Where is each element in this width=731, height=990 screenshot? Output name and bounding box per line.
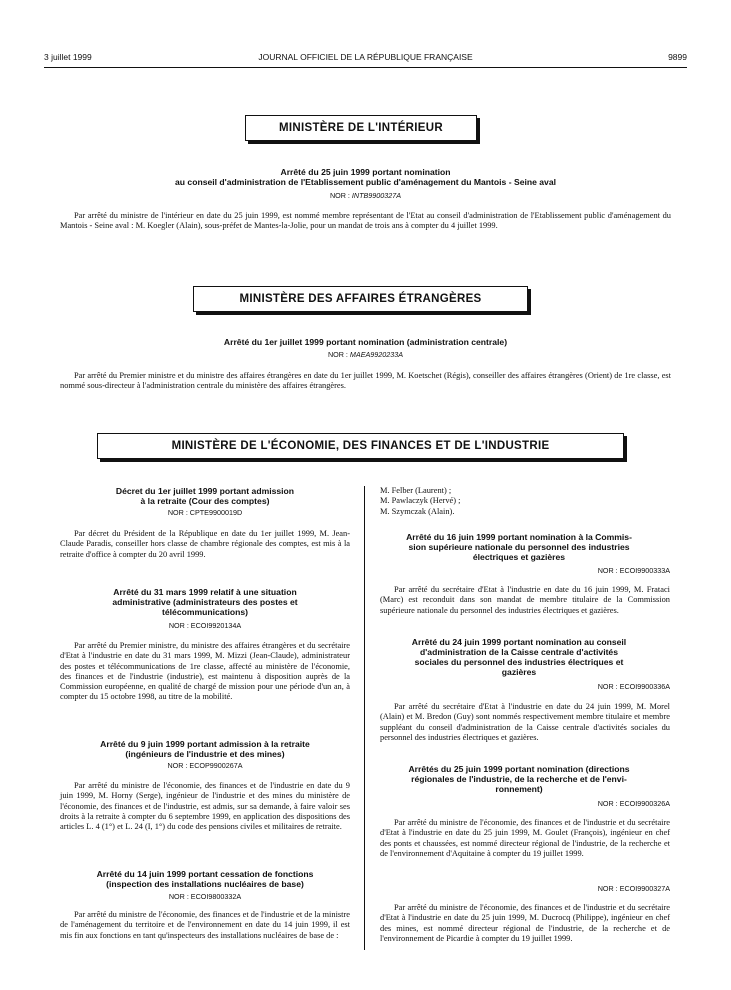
ministry-heading-economie: MINISTÈRE DE L'ÉCONOMIE, DES FINANCES ET DE L'INDUSTRIE [97, 433, 624, 459]
running-header [44, 52, 687, 66]
article-body: Par arrêté du ministre de l'intérieur en date du 25 juin 1999, est nommé membre représentant de l'Etat au conseil d'administration de l'Etablissement public d'aménagement du Mantois - Seine aval : M. Koegler (Alain), sous-préfet de Mantes-la-Jolie, pour un mandat de trois ans à compter du 4 juillet 1999. [60, 211, 671, 231]
nor-reference: NOR : ECOI9800332A [168, 892, 242, 901]
title-line: Arrêté du 24 juin 1999 portant nomination au conseil [411, 637, 627, 647]
article-title [60, 739, 350, 759]
article-title: Arrêté du 1er juillet 1999 portant nomination (administration centrale) [223, 337, 508, 347]
article-title [368, 764, 670, 794]
title-line: Arrêtés du 25 juin 1999 portant nomination (directions [408, 764, 630, 774]
nor-reference [60, 350, 671, 359]
ministry-heading-affaires-etrangeres: MINISTÈRE DES AFFAIRES ÉTRANGÈRES [193, 286, 528, 312]
title-line: gazières [501, 667, 537, 677]
nor-reference: NOR : ECOP9900267A [167, 761, 243, 770]
title-line: sion supérieure nationale du personnel des industries [408, 542, 630, 552]
title-line: Arrêté du 31 mars 1999 relatif à une situation [113, 587, 297, 597]
nor-reference: NOR : ECOI9920134A [168, 621, 242, 630]
article-body: Par arrêté du ministre de l'économie, des finances et de l'industrie en date du 9 juin 1999, M. Horny (Serge), ingénieur de l'industrie et des mines du ministère de l'économie, des finances et de l'industrie, est admis, sur sa demande, à faire valoir ses droits à la retraite à compter du 6 septembre 1999, en application des dispositions des articles L. 4 (1°) et L. 24 (I, 1°) du code des pensions civiles et militaires de retraite. [60, 781, 350, 832]
title-line: sociales du personnel des industries électriques et [414, 657, 624, 667]
title-line: administrative (administrateurs des postes et [112, 597, 298, 607]
article-title [60, 486, 350, 506]
header-rule [44, 67, 687, 68]
title-line: Arrêté du 9 juin 1999 portant admission à la retraite [100, 739, 310, 749]
title-line: Décret du 1er juillet 1999 portant admission [115, 486, 295, 496]
article-body: Par arrêté du Premier ministre et du ministre des affaires étrangères en date du 1er juillet 1999, M. Koetschet (Régis), conseiller des affaires étrangères (Orient) de 1re classe, est nommé sous-directeur à l'administration centrale du ministère des affaires étrangères. [60, 371, 671, 391]
title-line: ronnement) [495, 784, 543, 794]
article-body: Par arrêté du secrétaire d'Etat à l'industrie en date du 16 juin 1999, M. Frataci (Marc) est reconduit dans son mandat de membre titulaire de la Commission supérieure nationale du personnel des industries électriques et gazières. [380, 585, 670, 615]
list-item: M. Szymczak (Alain). [380, 506, 455, 516]
title-line: régionales de l'industrie, de la recherche et de l'envi- [411, 774, 627, 784]
article-title [368, 637, 670, 677]
title-line: d'administration de la Caisse centrale d'activités [420, 647, 618, 657]
ministry-heading-interieur: MINISTÈRE DE L'INTÉRIEUR [245, 115, 477, 141]
article-title [60, 587, 350, 617]
title-line: électriques et gazières [472, 552, 566, 562]
nor-reference: NOR : ECOI9900333A [597, 566, 670, 575]
title-line: à la retraite (Cour des comptes) [140, 496, 270, 506]
nor-reference: NOR : CPTE9900019D [167, 508, 243, 517]
article-title [60, 869, 350, 889]
nor-reference: NOR : ECOI9900327A [597, 884, 670, 893]
title-line: télécommunications) [162, 607, 248, 617]
column-divider [364, 486, 365, 950]
article-body: Par arrêté du secrétaire d'Etat à l'industrie en date du 24 juin 1999, M. Morel (Alain) et M. Bredon (Guy) sont nommés respectivement membre titulaire et membre suppléant du conseil d'administration de la Caisse centrale d'activités sociales du personnel des industries électriques et gazières. [380, 702, 670, 742]
name-list [380, 486, 670, 517]
title-line: (ingénieurs de l'industrie et des mines) [125, 749, 285, 759]
list-item: M. Felber (Laurent) ; [380, 486, 452, 495]
issue-date: 3 juillet 1999 [44, 52, 92, 62]
nor-code: MAEA9920233A [349, 350, 404, 359]
article-body: Par décret du Président de la République en date du 1er juillet 1999, M. Jean-Claude Paradis, conseiller hors classe de chambre régionale des comptes, est mis à la retraite d'office à compter du 20 avril 1999. [60, 529, 350, 559]
nor-reference: NOR : ECOI9900336A [597, 682, 670, 691]
article-title [368, 532, 670, 562]
nor-label: NOR : [327, 350, 348, 359]
nor-reference: NOR : ECOI9900326A [597, 799, 670, 808]
page-number: 9899 [668, 52, 687, 62]
article-body: Par arrêté du ministre de l'économie, des finances et de l'industrie et du secrétaire d'Etat à l'industrie en date du 25 juin 1999, M. Goulet (François), ingénieur en chef des ponts et chaussées, est nommé directeur régional de l'industrie, de la recherche et de l'environnement d'Aquitaine à compter du 19 juillet 1999. [380, 818, 670, 858]
list-item: M. Pawlaczyk (Hervé) ; [380, 496, 461, 506]
article-body: Par arrêté du ministre de l'économie, des finances et de l'industrie et du secrétaire d'Etat à l'industrie en date du 25 juin 1999, M. Ducrocq (Philippe), ingénieur en chef des mines, est nommé directeur régional de l'industrie, de la recherche et de l'environnement de Picardie à compter du 19 juillet 1999. [380, 903, 670, 943]
journal-title: JOURNAL OFFICIEL DE LA RÉPUBLIQUE FRANÇAISE [258, 52, 473, 62]
title-line: Arrêté du 25 juin 1999 portant nomination [280, 167, 451, 177]
title-line: (inspection des installations nucléaires de base) [106, 879, 304, 889]
nor-label: NOR : [329, 191, 350, 200]
title-line: au conseil d'administration de l'Etablissement public d'aménagement du Mantois - Seine aval [175, 177, 556, 187]
title-line: Arrêté du 14 juin 1999 portant cessation de fonctions [96, 869, 314, 879]
article-body: Par arrêté du ministre de l'économie, des finances et de l'industrie et de la ministre de l'aménagement du territoire et de l'environnement en date du 14 juin 1999, il est mis fin aux fonctions en tant qu'inspecteurs des installations nucléaires de base de : [60, 910, 350, 940]
article-title [60, 167, 671, 187]
nor-code: INTB9900327A [351, 191, 402, 200]
title-line: Arrêté du 16 juin 1999 portant nomination à la Commis- [406, 532, 632, 542]
nor-reference [60, 191, 671, 200]
article-body: Par arrêté du Premier ministre, du ministre des affaires étrangères et du secrétaire d'Etat à l'industrie en date du 31 mars 1999, M. Mizzi (Jean-Claude), administrateur des postes et télécommunications de 1re classe, affecté au ministère de l'économie, des finances et de l'industrie (industrie), est maintenu à disposition auprès de la Commission européenne, en qualité de chargé de mission pour une période d'un an, à compter du 15 octobre 1998, au titre de la mobilité. [60, 641, 350, 702]
